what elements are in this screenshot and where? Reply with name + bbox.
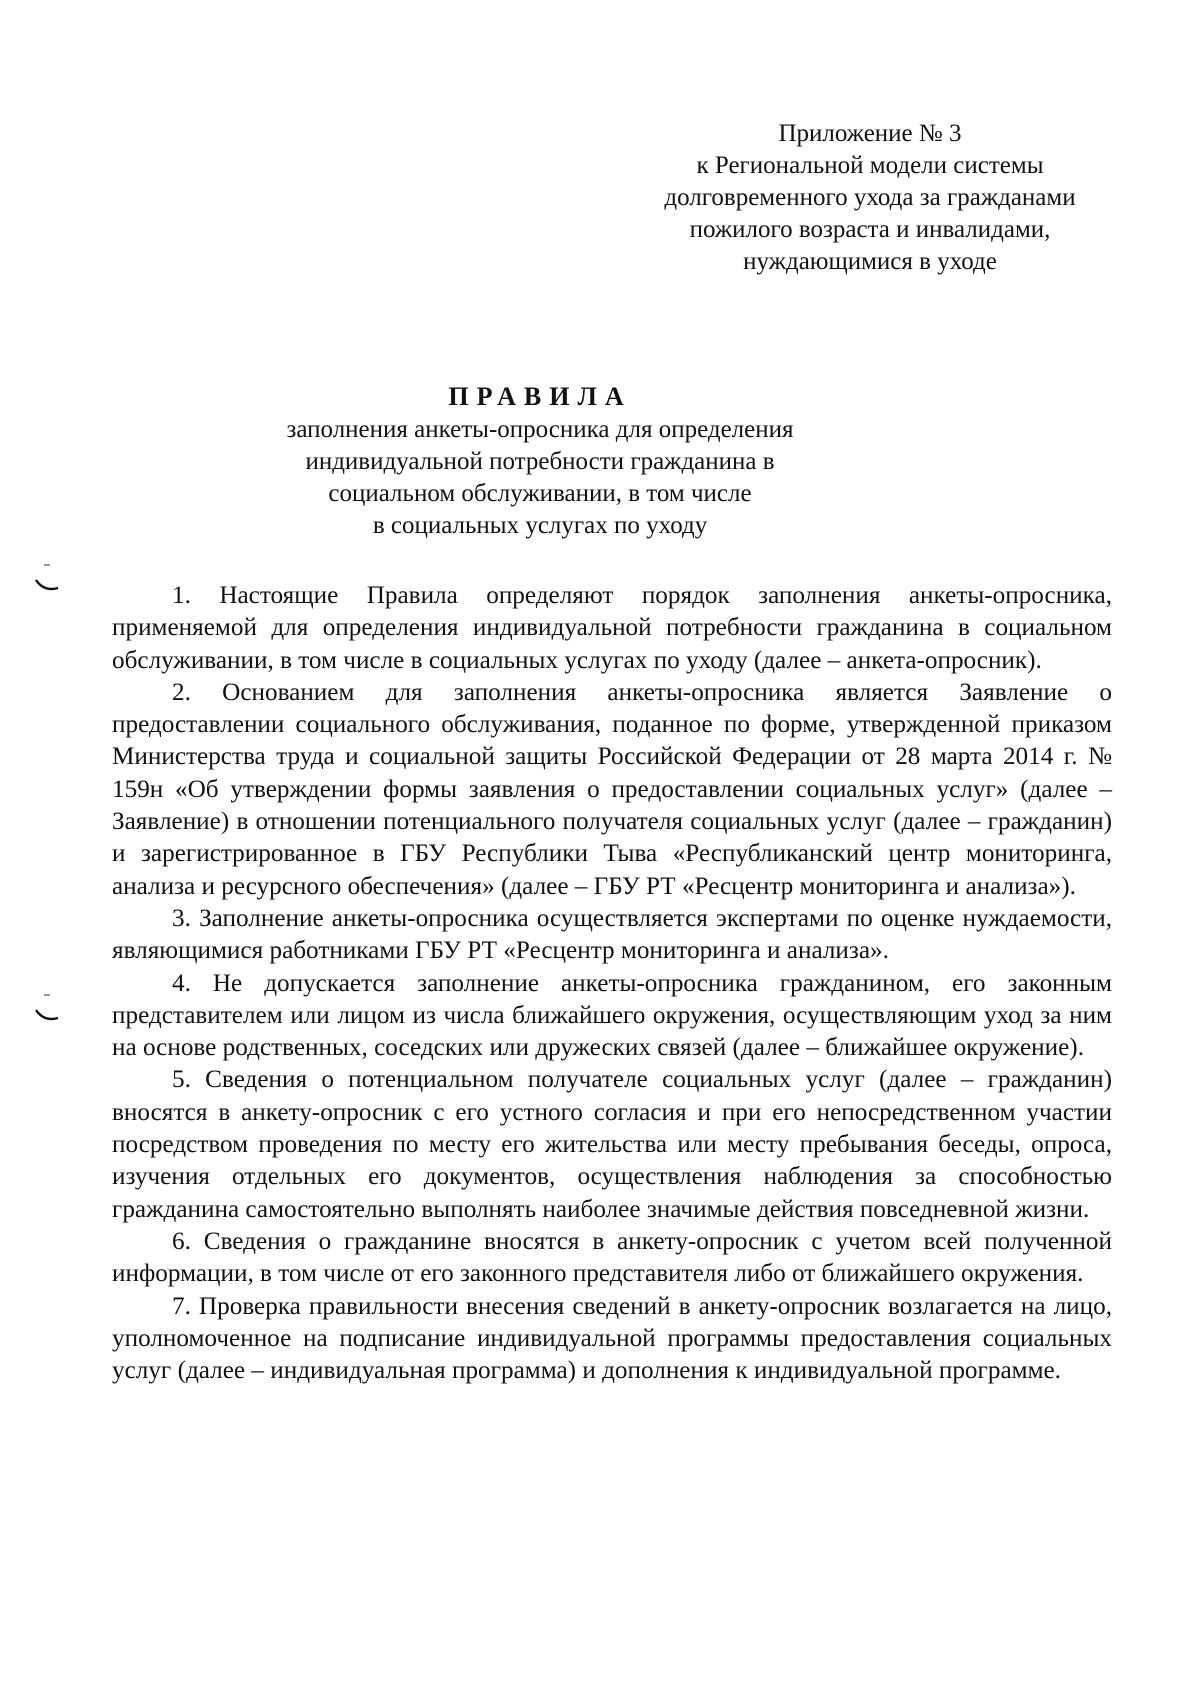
appendix-line: пожилого возраста и инвалидами, (689, 216, 1051, 243)
paragraph-3: 3. Заполнение анкеты-опросника осуществляется экспертами по оценке нуждаемости, являющимися работниками ГБУ РТ «Ресцентр мониторинга и анализа». (112, 904, 1112, 965)
document-subtitle-line: индивидуальной потребности гражданина в (305, 448, 775, 475)
document-title: ПРАВИЛА (448, 382, 632, 411)
paragraph-1: 1. Настоящие Правила определяют порядок заполнения анкеты-опросника, применяемой для определения индивидуальной потребности гражданина в социальном обслуживании, в том числе в социальных услугах по уходу (далее – анкета-опросник). (112, 582, 1112, 674)
appendix-line: нуждающимися в уходе (743, 248, 997, 275)
document-title-block (250, 380, 830, 542)
binding-hole-mark-icon (32, 992, 62, 1022)
document-body (112, 580, 1112, 1387)
paragraph-2: 2. Основанием для заполнения анкеты-опросника является Заявление о предоставлении социального обслуживания, поданное по форме, утвержденной приказом Министерства труда и социальной защиты Российской Федерации от 28 марта 2014 г. № 159н «Об утверждении формы заявления о предоставлении социальных услуг» (далее – Заявление) в отношении потенциального получателя социальных услуг (далее – гражданин) и зарегистрированное в ГБУ Республики Тыва «Республиканский центр мониторинга, анализа и ресурсного обеспечения» (далее – ГБУ РТ «Ресцентр мониторинга и анализа»). (112, 678, 1112, 900)
binding-hole-mark-icon (32, 562, 62, 592)
document-subtitle-line: в социальных услугах по уходу (372, 512, 708, 539)
paragraph-7: 7. Проверка правильности внесения сведений в анкету-опросник возлагается на лицо, уполномоченное на подписание индивидуальной программы предоставления социальных услуг (далее – индивидуальная программа) и дополнения к индивидуальной программе. (112, 1292, 1112, 1385)
document-subtitle-line: социальном обслуживании, в том числе (328, 480, 752, 507)
paragraph-4: 4. Не допускается заполнение анкеты-опросника гражданином, его законным представителем или лицом из числа ближайшего окружения, осуществляющим уход за ним на основе родственных, соседских или дружеских связей (далее – ближайшее окружение). (112, 969, 1112, 1062)
appendix-line: к Региональной модели системы (696, 152, 1044, 179)
document-subtitle-line: заполнения анкеты-опросника для определения (286, 416, 794, 443)
paragraph-6: 6. Сведения о гражданине вносятся в анкету-опросник с учетом всей полученной информации, в том числе от его законного представителя либо от ближайшего окружения. (112, 1227, 1112, 1288)
paragraph-5: 5. Сведения о потенциальном получателе социальных услуг (далее – гражданин) вносятся в анкету-опросник с его устного согласия и при его непосредственном участии посредством проведения по месту его жительства или месту пребывания беседы, опроса, изучения отдельных его документов, осуществления наблюдения за способностью гражданина самостоятельно выполнять наиболее значимые действия повседневной жизни. (112, 1066, 1112, 1223)
appendix-header (620, 118, 1120, 278)
appendix-line: долговременного ухода за гражданами (664, 184, 1076, 211)
appendix-line: Приложение № 3 (778, 120, 962, 147)
